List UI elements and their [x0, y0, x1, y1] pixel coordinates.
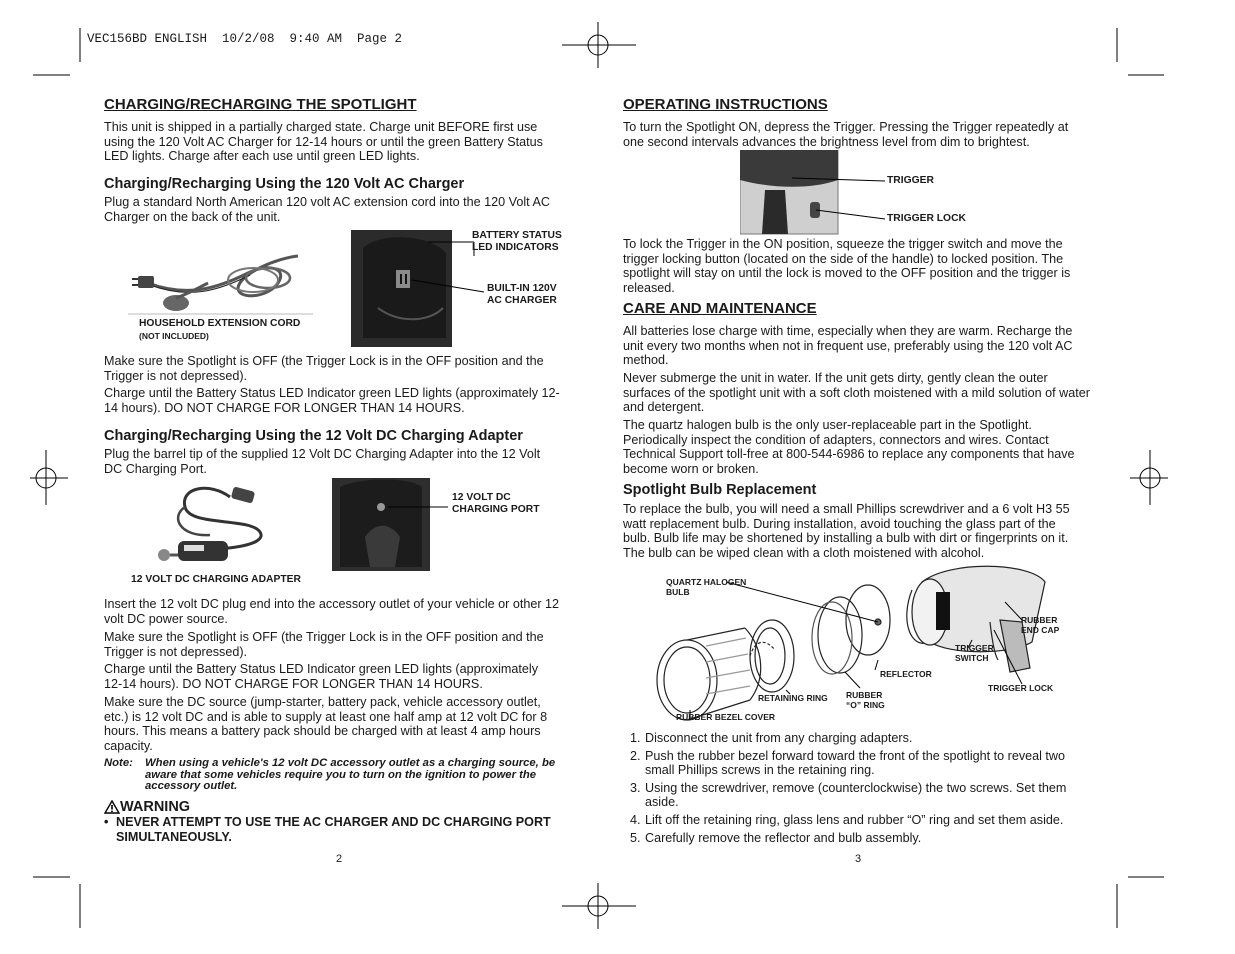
- lock-text: To lock the Trigger in the ON position, squeeze the trigger switch and move the trigger locking button (located on the side of the handle) to locked position. The spotlight will stay on until the lock is moved to the OFF position and the trigger is released.: [623, 237, 1071, 295]
- ac-heading: Charging/Recharging Using the 120 Volt AC Charger: [104, 176, 465, 192]
- care-para-2: Never submerge the unit in water. If the unit gets dirty, gently clean the outer surfaces of the spotlight unit with a soft cloth moistened with a mild solution of water and detergent.: [623, 371, 1090, 415]
- dc-port-label: 12 VOLT DC CHARGING PORT: [452, 492, 540, 515]
- rubber-bezel-label: RUBBER BEZEL COVER: [676, 712, 776, 722]
- dc-text: Plug the barrel tip of the supplied 12 Volt DC Charging Adapter into the 12 Volt DC Charging Port.: [104, 447, 541, 476]
- quartz-halogen-label: QUARTZ HALOGEN BULB: [666, 577, 747, 597]
- list-item: 4. Lift off the retaining ring, glass lens and rubber “O” ring and set them aside.: [630, 812, 1064, 827]
- trigger-switch-label: TRIGGER SWITCH: [955, 643, 994, 663]
- bulb-text: To replace the bulb, you will need a small Phillips screwdriver and a 6 volt H3 55 watt replacement bulb. During installation, avoid touching the glass part of the bulb. Bulb life may be shortened by installing a bulb with dirt or fingerprints on it. The bulb can be wiped clean with a cloth moistened with alcohol.: [623, 502, 1070, 560]
- right-page-title: OPERATING INSTRUCTIONS: [623, 96, 828, 113]
- trigger-lock-label: TRIGGER LOCK: [887, 213, 966, 224]
- care-title: CARE AND MAINTENANCE: [623, 300, 817, 317]
- care-para-1: All batteries lose charge with time, especially when they are warm. Recharge the unit every two months when not in frequent use, preferably using the 120 volt AC method.: [623, 324, 1073, 368]
- extension-cord-caption: HOUSEHOLD EXTENSION CORD: [139, 318, 301, 329]
- dc-para-2: Make sure the Spotlight is OFF (the Trigger Lock is in the OFF position and the Trigger is not depressed).: [104, 630, 544, 659]
- right-page-number: 3: [855, 853, 862, 865]
- list-item: 2. Push the rubber bezel forward toward the front of the spotlight to reveal two small Phillips screws in the retaining ring.: [630, 748, 1066, 778]
- dc-para-1: Insert the 12 volt DC plug end into the accessory outlet of your vehicle or other 12 volt DC power source.: [104, 597, 560, 626]
- warning-icon: [104, 800, 120, 814]
- ac-para-1: Make sure the Spotlight is OFF (the Trigger Lock is in the OFF position and the Trigger is not depressed).: [104, 354, 544, 383]
- list-item: 1. Disconnect the unit from any charging adapters.: [630, 731, 913, 745]
- replacement-steps: [623, 731, 1093, 845]
- dc-heading: Charging/Recharging Using the 12 Volt DC Charging Adapter: [104, 428, 523, 444]
- trigger-label: TRIGGER: [887, 175, 934, 186]
- left-page-number: 2: [336, 853, 343, 865]
- ac-text: Plug a standard North American 120 volt AC extension cord into the 120 Volt AC Charger on the back of the unit.: [104, 195, 550, 224]
- retaining-ring-label: RETAINING RING: [758, 693, 828, 703]
- extension-cord-subcaption: (NOT INCLUDED): [139, 331, 209, 341]
- list-item: 5. Carefully remove the reflector and bulb assembly.: [630, 830, 922, 845]
- care-para-3: The quartz halogen bulb is the only user-replaceable part in the Spotlight. Periodically inspect the condition of adapters, connectors and wires. Contact Technical Support toll-free at 800-544-6986 to replace any components that have become worn or broken.: [623, 418, 1075, 476]
- dc-port-photo: [332, 478, 448, 571]
- warning-title: WARNING: [120, 799, 191, 815]
- rubber-o-ring-label: RUBBER “O” RING: [846, 690, 885, 710]
- rubber-end-cap-label: RUBBER END CAP: [1021, 615, 1060, 635]
- bulb-heading: Spotlight Bulb Replacement: [623, 482, 817, 498]
- dc-para-3: Charge until the Battery Status LED Indicator green LED lights (approximately 12-14 hours). DO NOT CHARGE FOR LONGER THAN 14 HOURS.: [104, 662, 539, 691]
- battery-status-label: BATTERY STATUS LED INDICATORS: [472, 230, 562, 253]
- dc-para-4: Make sure the DC source (jump-starter, battery pack, vehicle accessory outlet, etc.) is 12 volt DC and is able to supply at least one half amp at 12 volt DC for 8 hours. This means a battery pack should be charged with at least 4 amp hours capacity.: [104, 695, 548, 753]
- reflector-label: REFLECTOR: [880, 669, 932, 679]
- ac-charger-photo: [351, 230, 484, 347]
- operating-intro: To turn the Spotlight ON, depress the Trigger. Pressing the Trigger repeatedly at one second intervals advances the brightness level from dim to brightest.: [623, 120, 1069, 149]
- left-page-title: CHARGING/RECHARGING THE SPOTLIGHT: [104, 96, 417, 113]
- extension-cord-illustration: [128, 256, 313, 314]
- warning-bullet: • NEVER ATTEMPT TO USE THE AC CHARGER AND DC CHARGING PORT SIMULTANEOUSLY.: [104, 815, 551, 844]
- note-label: Note:: [104, 757, 133, 769]
- dc-adapter-illustration: [158, 486, 261, 561]
- trigger-lock-diagram-label: TRIGGER LOCK: [988, 683, 1054, 693]
- built-in-charger-label: BUILT-IN 120V AC CHARGER: [487, 283, 557, 306]
- print-slug: VEC156BD ENGLISH 10/2/08 9:40 AM Page 2: [87, 32, 403, 46]
- dc-adapter-caption: 12 VOLT DC CHARGING ADAPTER: [131, 574, 301, 585]
- left-intro: This unit is shipped in a partially charged state. Charge unit BEFORE first use using the 120 Volt AC Charger for 12-14 hours or until the green Battery Status LED lights. Charge after each use until green LED lights.: [104, 120, 543, 164]
- list-item: 3. Using the screwdriver, remove (counterclockwise) the two screws. Set them aside.: [630, 780, 1067, 810]
- note-text: When using a vehicle's 12 volt DC accessory outlet as a charging source, be aware that some vehicles require you to turn on the ignition to power the accessory outlet.: [145, 757, 556, 792]
- ac-para-2: Charge until the Battery Status LED Indicator green LED lights (approximately 12- 14 hours). DO NOT CHARGE FOR LONGER THAN 14 HOURS.: [104, 386, 560, 415]
